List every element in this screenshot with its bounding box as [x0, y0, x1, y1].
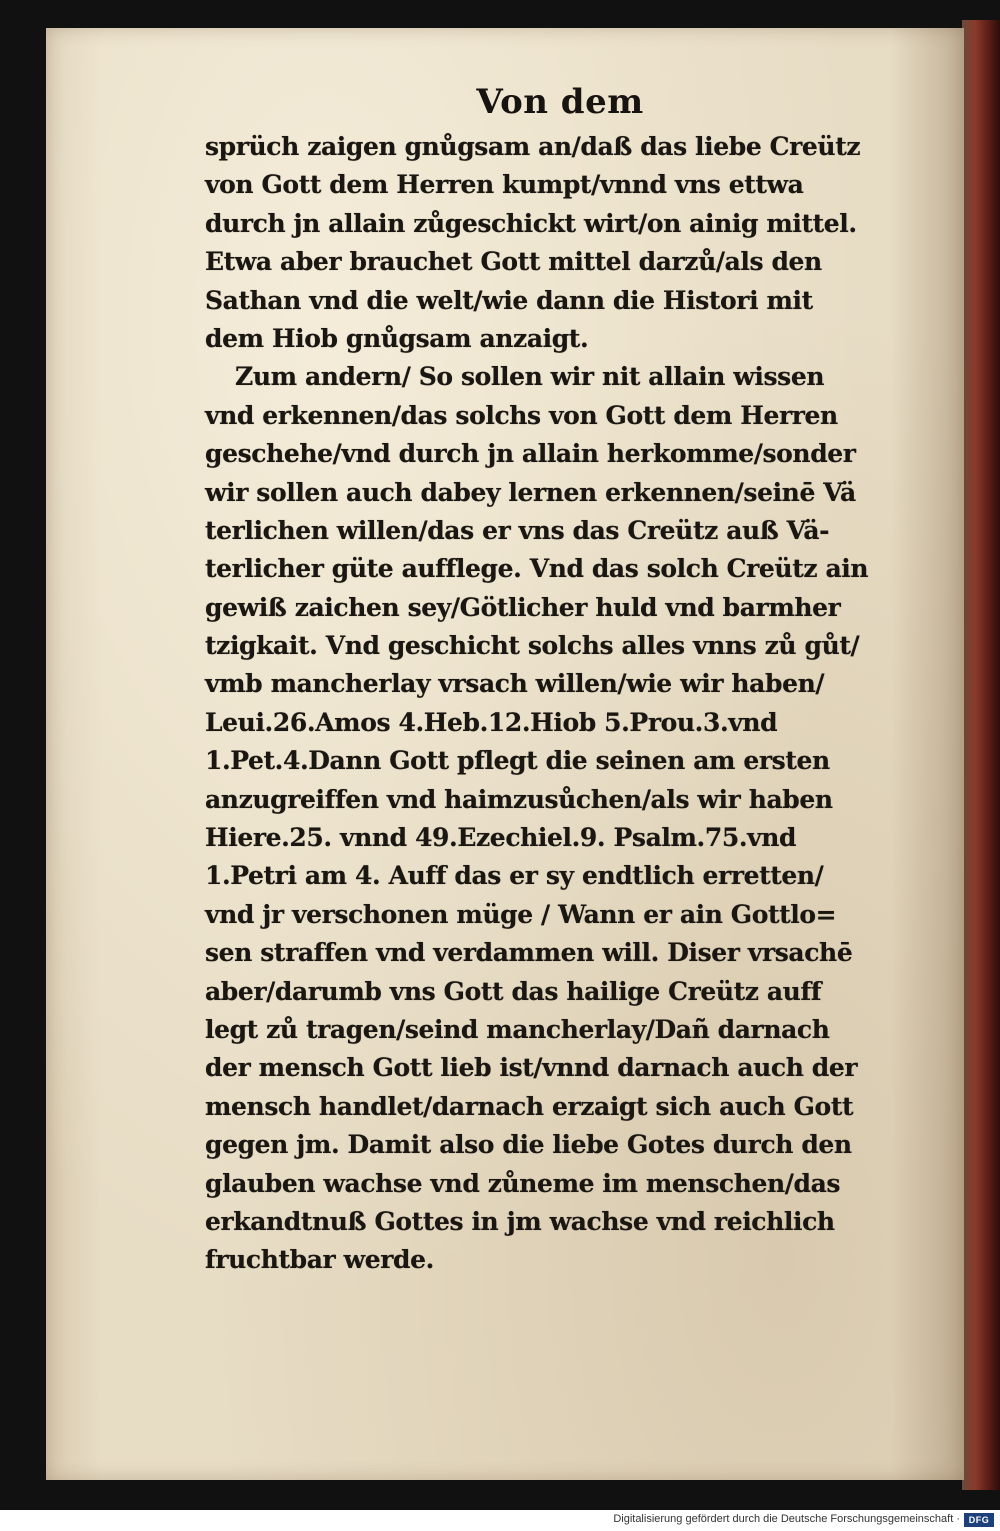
text-line: Hiere.25. vnnd 49.Ezechiel.9. Psalm.75.vnd	[205, 823, 797, 853]
footer-bar	[0, 1510, 1000, 1531]
running-title: Von dem	[476, 82, 644, 122]
text-line: fruchtbar werde.	[205, 1245, 434, 1275]
text-line: dem Hiob gnůgsam anzaigt.	[205, 323, 589, 353]
text-line: mensch handlet/darnach erzaigt sich auch Gott	[205, 1091, 854, 1121]
text-line: 1.Pet.4.Dann Gott pflegt die seinen am ersten	[205, 746, 830, 776]
text-line: von Gott dem Herren kumpt/vnnd vns ettwa	[205, 170, 804, 200]
text-line: tzigkait. Vnd geschicht solchs alles vnns zů gůt/	[205, 631, 860, 661]
text-line: sprüch zaigen gnůgsam an/daß das liebe Creütz	[205, 132, 861, 161]
text-line: geschehe/vnd durch jn allain herkomme/sonder	[205, 439, 856, 469]
text-line: erkandtnuß Gottes in jm wachse vnd reichlich	[205, 1206, 835, 1236]
book-spine	[962, 20, 1000, 1490]
dfg-logo: DFG	[964, 1513, 994, 1527]
text-line: legt zů tragen/seind mancherlay/Dañ darnach	[205, 1014, 830, 1044]
text-line: durch jn allain zůgeschickt wirt/on ainig mittel.	[205, 208, 857, 238]
text-line: gewiß zaichen sey/Götlicher huld vnd barmher	[205, 592, 841, 622]
text-line: glauben wachse vnd zůneme im menschen/das	[205, 1168, 841, 1198]
text-line: sen straffen vnd verdammen will. Diser vrsachē	[205, 938, 853, 968]
text-line: vnd erkennen/das solchs von Gott dem Herren	[205, 400, 838, 430]
text-line: aber/darumb vns Gott das hailige Creütz auff	[205, 976, 822, 1006]
paragraph-start-line: Zum andern/ So sollen wir nit allain wissen	[235, 362, 825, 392]
text-line: gegen jm. Damit also die liebe Gotes durch den	[205, 1130, 852, 1160]
text-line: terlichen willen/das er vns das Creütz auß Vä-	[205, 515, 830, 545]
text-line: terlicher güte aufflege. Vnd das solch Creütz ain	[205, 554, 869, 584]
funding-credit: Digitalisierung gefördert durch die Deutsche Forschungsgemeinschaft ·	[613, 1513, 960, 1525]
page-text	[205, 128, 925, 1280]
text-line: 1.Petri am 4. Auff das er sy endtlich erretten/	[205, 861, 824, 891]
text-line: vmb mancherlay vrsach willen/wie wir haben/	[205, 669, 825, 699]
text-line: wir sollen auch dabey lernen erkennen/seinē Vä	[205, 477, 856, 507]
text-line: Sathan vnd die welt/wie dann die Histori mit	[205, 285, 813, 315]
text-line: Leui.26.Amos 4.Heb.12.Hiob 5.Prou.3.vnd	[205, 707, 778, 737]
text-line: der mensch Gott lieb ist/vnnd darnach auch der	[205, 1053, 858, 1083]
text-line: Etwa aber brauchet Gott mittel darzů/als den	[205, 247, 822, 277]
text-line: vnd jr verschonen müge / Wann er ain Gottlo=	[205, 899, 837, 929]
text-line: anzugreiffen vnd haimzusůchen/als wir haben	[205, 784, 833, 814]
